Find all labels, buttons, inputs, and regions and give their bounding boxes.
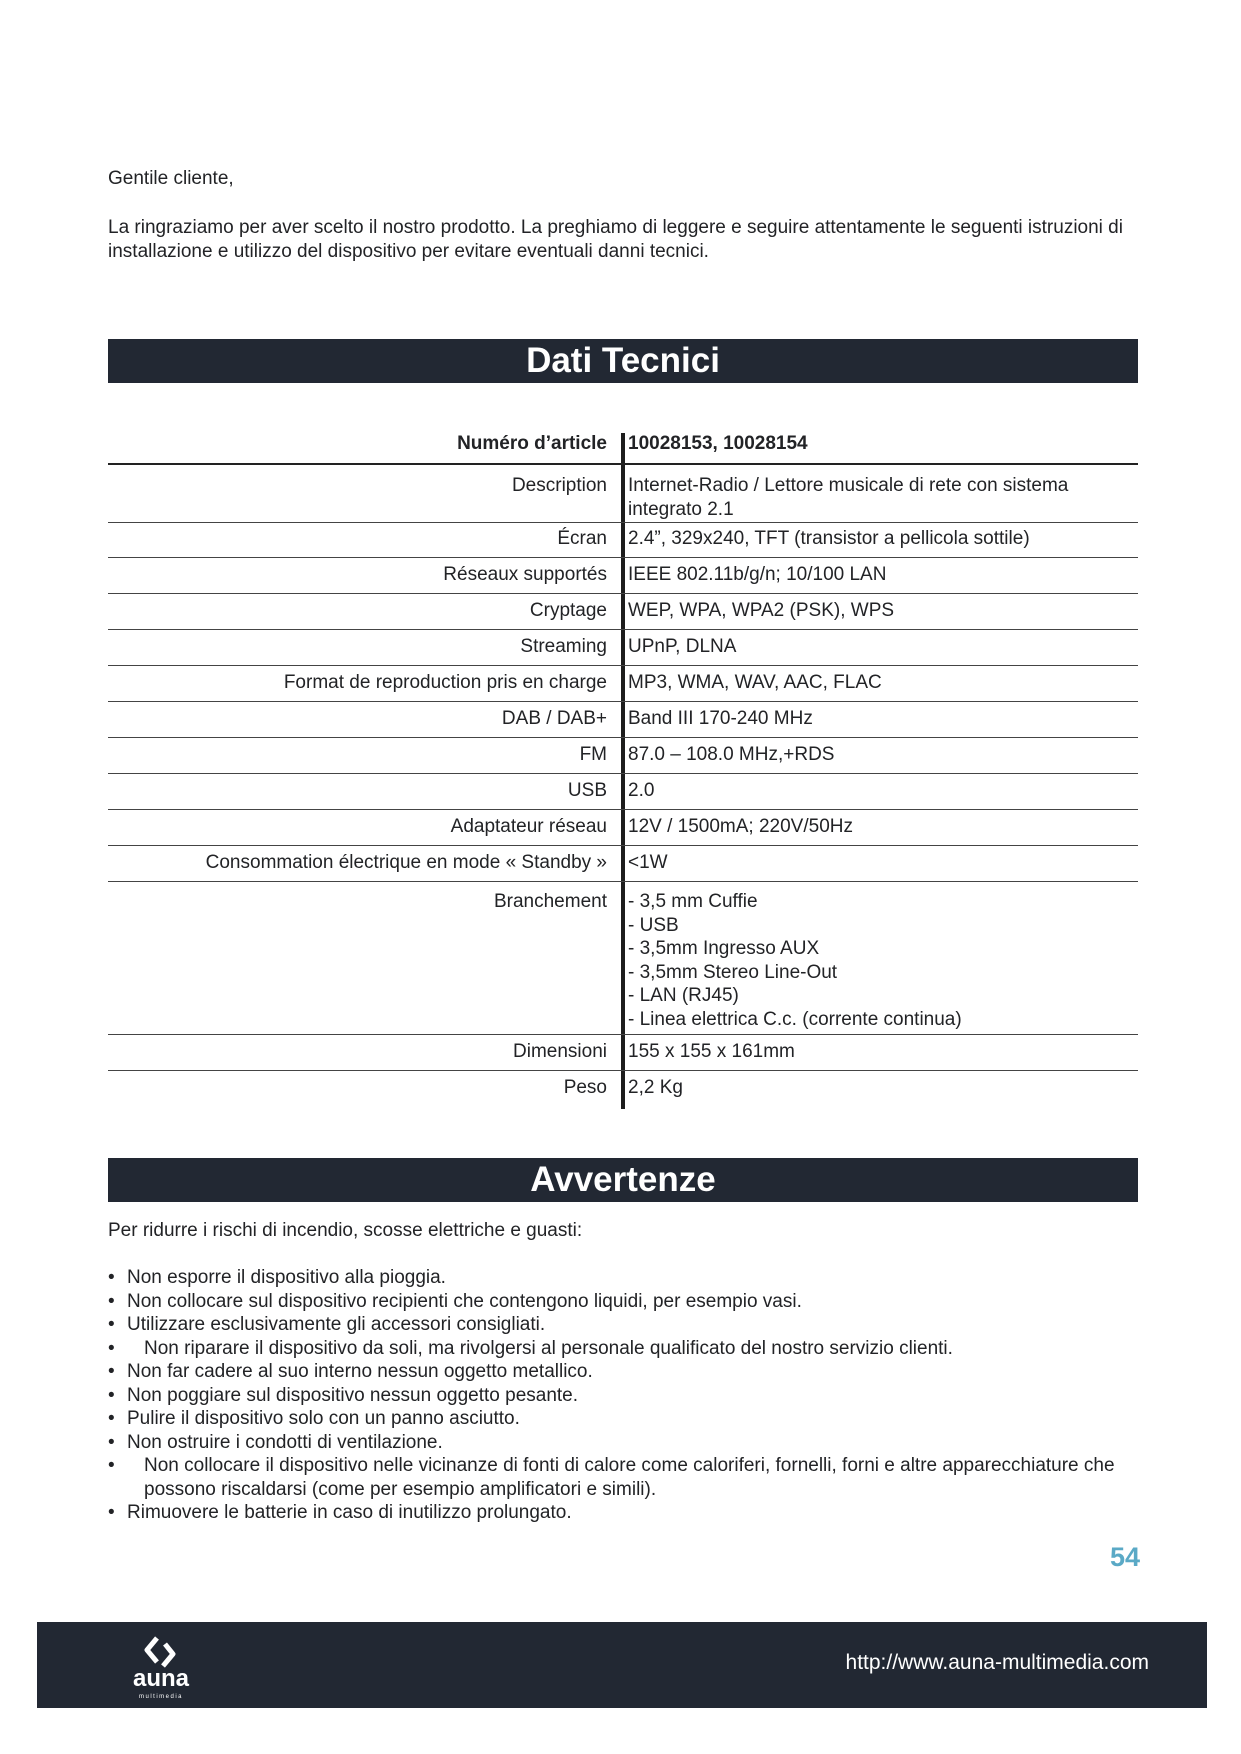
spec-header-value: 10028153, 10028154	[628, 433, 808, 454]
spec-value: 87.0 – 108.0 MHz,+RDS	[628, 744, 835, 765]
spec-header-row	[108, 433, 1138, 465]
spec-row	[108, 1035, 1138, 1071]
warning-item: • Rimuovere le batterie in caso di inutilizzo prolungato.	[108, 1501, 1138, 1525]
warning-item: • Non far cadere al suo interno nessun oggetto metallico.	[108, 1360, 1138, 1384]
spec-row	[108, 702, 1138, 738]
warnings-list	[108, 1266, 1138, 1525]
spec-value: MP3, WMA, WAV, AAC, FLAC	[628, 672, 882, 693]
spec-value: - 3,5 mm Cuffie - USB - 3,5mm Ingresso AUX - 3,5mm Stereo Line-Out - LAN (RJ45) - Linea elettrica C.c. (corrente continua)	[628, 891, 962, 1030]
warnings-lead: Per ridurre i rischi di incendio, scosse elettriche e guasti:	[108, 1220, 583, 1241]
spec-key: DAB / DAB+	[501, 708, 607, 729]
footer-bar	[37, 1622, 1207, 1708]
spec-row	[108, 465, 1138, 523]
auna-logo	[107, 1630, 217, 1702]
spec-row	[108, 882, 1138, 1035]
spec-key: Streaming	[520, 636, 607, 657]
warning-item: • Non poggiare sul dispositivo nessun oggetto pesante.	[108, 1384, 1138, 1408]
spec-row	[108, 738, 1138, 774]
spec-table	[108, 433, 1138, 1107]
spec-row	[108, 594, 1138, 630]
spec-value: <1W	[628, 852, 668, 873]
warning-item: • Non ostruire i condotti di ventilazione.	[108, 1431, 1138, 1455]
spec-row	[108, 558, 1138, 594]
spec-value: Internet-Radio / Lettore musicale di rete con sistema integrato 2.1	[628, 475, 1069, 520]
spec-row	[108, 774, 1138, 810]
spec-row	[108, 523, 1138, 558]
spec-value: 155 x 155 x 161mm	[628, 1041, 795, 1062]
spec-row	[108, 630, 1138, 666]
warning-item: • Non collocare il dispositivo nelle vicinanze di fonti di calore come caloriferi, fornelli, forni e altre apparecchiature che possono riscaldarsi (come per esempio amplificatori e simili).	[108, 1454, 1138, 1501]
tech-section-title: Dati Tecnici	[108, 339, 1138, 383]
warning-item: • Non riparare il dispositivo da soli, ma rivolgersi al personale qualificato del nostro servizio clienti.	[108, 1337, 1138, 1361]
spec-key: FM	[579, 744, 607, 765]
spec-key: Écran	[557, 528, 607, 549]
spec-value: WEP, WPA, WPA2 (PSK), WPS	[628, 600, 895, 621]
spec-key: Adaptateur réseau	[450, 816, 607, 837]
spec-key: Dimensioni	[513, 1041, 607, 1062]
spec-key: USB	[567, 780, 607, 801]
spec-value: IEEE 802.11b/g/n; 10/100 LAN	[628, 564, 887, 585]
spec-value: UPnP, DLNA	[628, 636, 737, 657]
spec-value: 2,2 Kg	[628, 1077, 683, 1098]
intro-paragraph: La ringraziamo per aver scelto il nostro prodotto. La preghiamo di leggere e seguire attentamente le seguenti istruzioni di installazione e utilizzo del dispositivo per evitare eventuali danni tecnici.	[108, 217, 1123, 262]
spec-value: Band III 170-240 MHz	[628, 708, 813, 729]
spec-key: Branchement	[493, 891, 607, 912]
spec-row	[108, 1071, 1138, 1107]
auna-logo-mark-icon	[107, 1630, 217, 1702]
spec-value: 12V / 1500mA; 220V/50Hz	[628, 816, 853, 837]
logo-subtext: multimedia	[138, 1694, 184, 1700]
spec-row	[108, 846, 1138, 882]
warnings-section-title: Avvertenze	[108, 1158, 1138, 1202]
warning-item: • Non esporre il dispositivo alla pioggia.	[108, 1266, 1138, 1290]
spec-key: Format de reproduction pris en charge	[283, 672, 607, 693]
spec-key: Consommation électrique en mode « Standby »	[205, 852, 607, 873]
warning-item: • Non collocare sul dispositivo recipienti che contengono liquidi, per esempio vasi.	[108, 1290, 1138, 1314]
spec-key: Peso	[563, 1077, 607, 1098]
website-link[interactable]: http://www.auna-multimedia.com	[845, 1651, 1149, 1674]
logo-wordmark: auna	[132, 1665, 190, 1692]
spec-value: 2.4”, 329x240, TFT (transistor a pellicola sottile)	[628, 528, 1030, 549]
spec-row	[108, 666, 1138, 702]
spec-value: 2.0	[628, 780, 655, 801]
warning-item: • Utilizzare esclusivamente gli accessori consigliati.	[108, 1313, 1138, 1337]
spec-key: Cryptage	[529, 600, 607, 621]
spec-header-key: Numéro d’article	[457, 433, 607, 454]
spec-key: Réseaux supportés	[443, 564, 607, 585]
page-number: 54	[1109, 1542, 1140, 1572]
greeting: Gentile cliente,	[108, 168, 234, 189]
warning-item: • Pulire il dispositivo solo con un panno asciutto.	[108, 1407, 1138, 1431]
spec-key: Description	[511, 475, 607, 496]
spec-row	[108, 810, 1138, 846]
